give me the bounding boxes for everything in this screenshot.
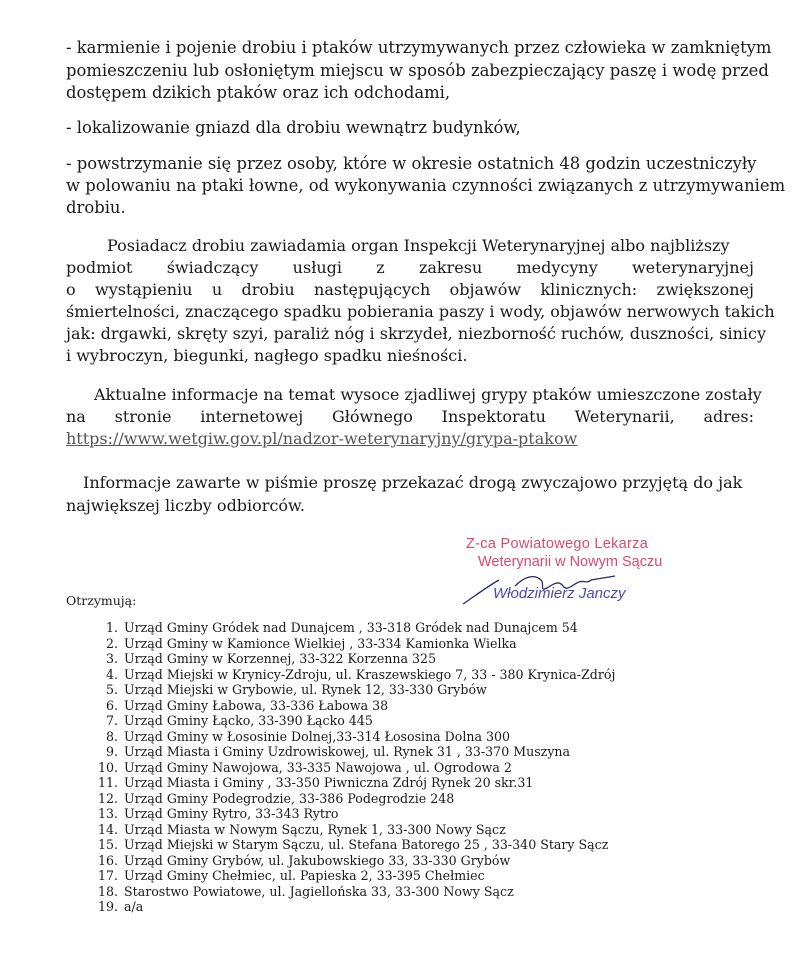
info-line-2 bbox=[66, 406, 754, 428]
list-item: 8. Urząd Gminy w Łososinie Dolnej,33-314 Łososina Dolna 300 bbox=[105, 728, 511, 744]
notification-line-3 bbox=[66, 279, 754, 301]
stamp-title-line-2: Weterynarii w Nowym Sączu bbox=[478, 554, 663, 570]
notification-line-5: jak: drgawki, skręty szyi, paraliż nóg i skrzydeł, niezborność ruchów, duszności, sinicy bbox=[66, 324, 767, 343]
list-item: 12. Urząd Gminy Podegrodzie, 33-386 Podegrodzie 248 bbox=[97, 790, 455, 806]
word: stronie bbox=[114, 407, 172, 426]
notification-line-6: i wybroczyn, biegunki, nagłego spadku nieśności. bbox=[66, 346, 468, 365]
bullet-hunting-line-3: drobiu. bbox=[66, 198, 126, 217]
word: podmiot bbox=[66, 258, 133, 277]
word: objawów bbox=[449, 280, 522, 299]
list-item: 18. Starostwo Powiatowe, ul. Jagiellońska 33, 33-300 Nowy Sącz bbox=[97, 883, 514, 899]
word: wystąpieniu bbox=[95, 280, 193, 299]
recipients-list bbox=[88, 620, 615, 915]
bullet-nests: - lokalizowanie gniazd dla drobiu wewnątrz budynków, bbox=[66, 118, 521, 137]
list-item: 16. Urząd Gminy Grybów, ul. Jakubowskiego 33, 33-330 Grybów bbox=[97, 852, 511, 868]
word: zakresu bbox=[418, 258, 483, 277]
notification-line-2 bbox=[66, 257, 754, 279]
bullet-hunting-line-1: - powstrzymanie się przez osoby, które w okresie ostatnich 48 godzin uczestniczyły bbox=[66, 154, 757, 173]
list-item: 4. Urząd Miejski w Krynicy-Zdroju, ul. Kraszewskiego 7, 33 - 380 Krynica-Zdrój bbox=[105, 666, 616, 682]
list-item: 11. Urząd Miasta i Gminy , 33-350 Piwniczna Zdrój Rynek 20 skr.31 bbox=[97, 775, 534, 790]
word: Inspektoratu bbox=[441, 407, 546, 426]
notification-line-4: śmiertelności, znaczącego spadku pobierania paszy i wody, objawów nerwowych takich bbox=[66, 302, 775, 321]
list-item: 19. a/a bbox=[97, 899, 144, 914]
list-item: 17. Urząd Gminy Chełmiec, ul. Papieska 2, 33-395 Chełmiec bbox=[97, 868, 485, 883]
list-item: 2. Urząd Gminy w Kamionce Wielkiej , 33-334 Kamionka Wielka bbox=[105, 635, 517, 651]
word: medycyny bbox=[516, 258, 598, 277]
bullet-hunting-line-2: w polowaniu na ptaki łowne, od wykonywania czynności związanych z utrzymywaniem bbox=[66, 176, 786, 195]
stamp-title-line-1: Z-ca Powiatowego Lekarza bbox=[466, 536, 649, 552]
bullet-feeding-line-3: dostępem dzikich ptaków oraz ich odchodami, bbox=[66, 83, 451, 102]
list-item: 7. Urząd Gminy Łącko, 33-390 Łącko 445 bbox=[105, 713, 373, 728]
word: internetowej bbox=[200, 407, 304, 426]
list-item: 3. Urząd Gminy w Korzennej, 33-322 Korzenna 325 bbox=[105, 651, 437, 666]
word: weterynaryjnej bbox=[631, 258, 754, 277]
info-line-1: Aktualne informacje na temat wysoce zjadliwej grypy ptaków umieszczone zostały bbox=[94, 385, 762, 404]
forward-line-2: największej liczby odbiorców. bbox=[66, 496, 305, 515]
word: u bbox=[211, 280, 223, 299]
word: następujących bbox=[314, 280, 431, 299]
list-item: 13. Urząd Gminy Rytro, 33-343 Rytro bbox=[97, 806, 339, 821]
word: drobiu bbox=[241, 280, 295, 299]
list-item: 6. Urząd Gminy Łabowa, 33-336 Łabowa 38 bbox=[105, 697, 389, 713]
word: klinicznych: bbox=[540, 280, 638, 299]
word: Weterynarii, bbox=[574, 407, 675, 426]
list-item: 10. Urząd Gminy Nawojowa, 33-335 Nawojowa , ul. Ogrodowa 2 bbox=[97, 759, 512, 775]
list-item: 1. Urząd Gminy Gródek nad Dunajcem , 33-318 Gródek nad Dunajcem 54 bbox=[105, 620, 578, 635]
forward-line-1: Informacje zawarte w piśmie proszę przekazać drogą zwyczajowo przyjętą do jak bbox=[83, 473, 743, 492]
list-item: 5. Urząd Miejski w Grybowie, ul. Rynek 12, 33-330 Grybów bbox=[105, 682, 487, 697]
list-item: 14. Urząd Miasta w Nowym Sączu, Rynek 1, 33-300 Nowy Sącz bbox=[97, 821, 506, 837]
notification-line-1: Posiadacz drobiu zawiadamia organ Inspekcji Weterynaryjnej albo najbliższy bbox=[107, 236, 730, 255]
list-item: 9. Urząd Miasta i Gminy Uzdrowiskowej, ul. Rynek 31 , 33-370 Muszyna bbox=[105, 744, 571, 759]
word: z bbox=[376, 258, 385, 277]
word: adres: bbox=[703, 407, 754, 426]
wetgiw-link[interactable]: https://www.wetgiw.gov.pl/nadzor-weterynaryjny/grypa-ptakow bbox=[66, 429, 578, 448]
bullet-feeding-line-1: - karmienie i pojenie drobiu i ptaków utrzymywanych przez człowieka w zamkniętym bbox=[66, 38, 772, 57]
signer-name: Włodzimierz Janczy bbox=[493, 585, 626, 602]
word: o bbox=[66, 280, 76, 299]
word: Głównego bbox=[331, 407, 413, 426]
bullet-feeding-line-2: pomieszczeniu lub osłoniętym miejscu w sposób zabezpieczający paszę i wodę przed bbox=[66, 61, 769, 80]
word: świadczący bbox=[166, 258, 259, 277]
list-item: 15. Urząd Miejski w Starym Sączu, ul. Stefana Batorego 25 , 33-340 Stary Sącz bbox=[97, 837, 609, 852]
word: usługi bbox=[292, 258, 343, 277]
word: na bbox=[66, 407, 86, 426]
word: zwiększonej bbox=[656, 280, 754, 299]
recipients-label: Otrzymują: bbox=[66, 593, 137, 608]
